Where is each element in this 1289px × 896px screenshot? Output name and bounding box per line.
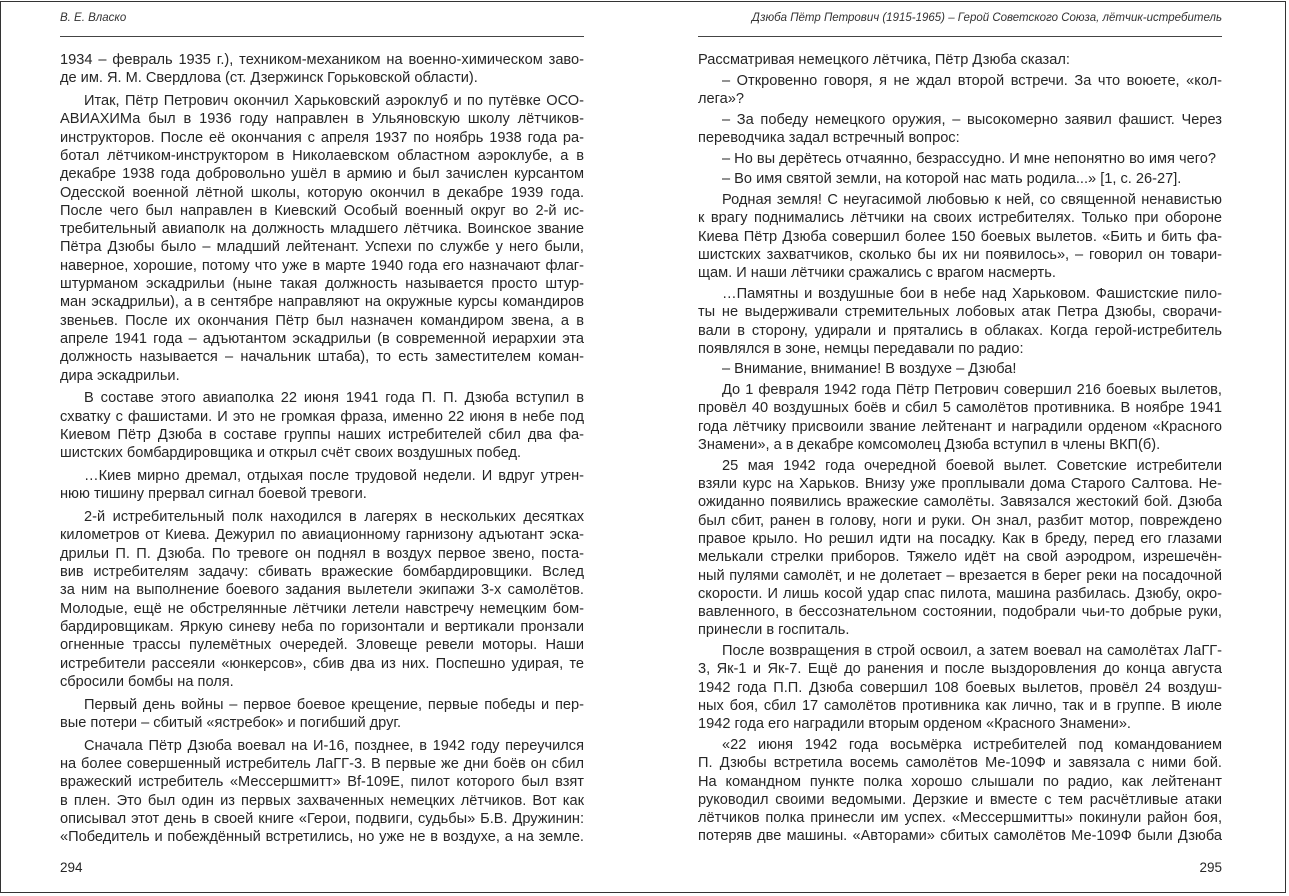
text-line-content: Киева Пётр Дзюба совершил более 150 боевых вылетов. «Бить и бить фа-: [698, 228, 1222, 245]
text-line-content: – За победу немецкого оружия, – высокомерно заявил фашист. Через: [722, 111, 1222, 128]
text-line: [698, 585, 1222, 603]
text-line-content: ты не выдерживали стремительных лобовых атак Петра Дзюбы, сворачи-: [698, 304, 1222, 321]
paragraph: [698, 111, 1222, 148]
text-line: [60, 828, 584, 846]
text-line: [698, 754, 1222, 772]
text-line: [60, 526, 584, 544]
paragraph: [698, 736, 1222, 846]
text-line-content: 1942 года П.П. Дзюба совершил 108 боевых вылетов, провёл 24 воздуш-: [698, 679, 1222, 696]
paragraph: [698, 642, 1222, 733]
text-line-content: На командном пункте полка хорошо слышали по радио, как лейтенант: [698, 773, 1222, 790]
text-line: [698, 697, 1222, 715]
text-line: [698, 399, 1222, 417]
text-line-content: декабре 1938 года добровольно ушёл в армию и был зачислен курсантом: [60, 166, 584, 183]
text-line-content: ман эскадрильи), а в сентябре направляют на окружные курсы командиров: [60, 294, 584, 311]
page-body: [60, 51, 584, 846]
text-line: [60, 508, 584, 526]
text-line: [60, 467, 584, 485]
text-line: [698, 381, 1222, 399]
text-line: [698, 436, 1222, 454]
text-line-content: нюю тишину прервал сигнал боевой тревоги.: [60, 486, 367, 503]
text-line-content: правое крыло. Но решил идти на посадку. Как в бреду, перед его глазами: [698, 530, 1222, 547]
text-line-content: штурманом эскадрильи (ныне такая должность называется просто штур-: [60, 276, 584, 293]
text-line-content: мелькали стрелки приборов. Тяжело идёт на свой аэродром, изрешечён-: [698, 549, 1222, 566]
text-line: [60, 110, 584, 128]
paragraph: [698, 285, 1222, 358]
text-line: [60, 792, 584, 810]
text-line-content: ботал лётчиком-инструктором в Николаевском областном аэроклубе, а в: [60, 147, 584, 164]
text-line: [60, 696, 584, 714]
text-line: [60, 636, 584, 654]
text-line-content: 25 мая 1942 года очередной боевой вылет. Советские истребители: [722, 457, 1222, 474]
text-line-content: До 1 февраля 1942 года Пётр Петрович совершил 216 боевых вылетов,: [722, 382, 1222, 399]
text-line: [60, 293, 584, 311]
text-line: [60, 600, 584, 618]
text-line-content: километров от Киева. Дежурил по авиационному гарнизону адъютант эска-: [60, 527, 584, 544]
text-line-content: на более совершенный истребитель ЛаГГ-3. В первые же дни боёв он сбил: [60, 755, 584, 772]
paragraph: [60, 51, 584, 88]
text-line: [698, 228, 1222, 246]
text-line-content: наверное, хорошие, потому что уже в марте 1940 года его назначают флаг-: [60, 257, 584, 274]
text-line: [698, 170, 1222, 188]
text-line-content: к врагу поднимались лётчики на своих истребителях. Только при обороне: [698, 210, 1222, 227]
text-line: [698, 360, 1222, 378]
text-line-content: переводчика задал встречный вопрос:: [698, 129, 960, 146]
text-line: [698, 475, 1222, 493]
text-line-content: руководил своими ведомыми. Дерзкие и вместе с тем расчётливые атаки: [698, 791, 1222, 808]
text-line: [698, 129, 1222, 147]
text-line: [698, 72, 1222, 90]
text-line: [698, 603, 1222, 621]
text-line-content: ных боя, сбил 17 самолётов противника как лично, так и в группе. В июле: [698, 698, 1222, 714]
text-line: [60, 737, 584, 755]
header-rule: [698, 36, 1222, 37]
text-line: [60, 92, 584, 110]
running-head-author: В. Е. Власко: [60, 12, 127, 24]
text-line: [60, 485, 584, 503]
text-line: [698, 773, 1222, 791]
text-line-content: – Откровенно говоря, я не ждал второй встречи. За что воюете, «кол-: [722, 72, 1222, 89]
text-line-content: должность называется – начальник штаба), то есть заместителем коман-: [60, 349, 584, 366]
text-line-content: 3, Як-1 и Як-7. Ещё до ранения и после выздоровления до конца августа: [698, 661, 1222, 678]
text-line: [698, 715, 1222, 733]
paragraph: [698, 360, 1222, 378]
text-line-content: …Киев мирно дремал, отдыхая после трудовой недели. И вдруг утрен-: [84, 468, 584, 485]
text-line-content: требительный авиаполк на должность младшего лётчика. Воинское звание: [60, 221, 584, 238]
paragraph: [698, 150, 1222, 168]
text-line: [698, 340, 1222, 358]
text-line-content: в плен. Это был один из первых захваченных немецких лётчиков. Вот как: [60, 792, 584, 809]
text-line: [60, 444, 584, 462]
text-line: [60, 257, 584, 275]
paragraph: [60, 467, 584, 504]
text-line-content: сбросили бомбы на поля.: [60, 673, 234, 690]
text-line-content: появлялся в зоне, немцы передавали по радио:: [698, 340, 1024, 357]
text-line-content: Пётра Дзюбы было – младший лейтенант. Успехи по службе у него были,: [60, 239, 584, 256]
text-line-content: года лётчику присвоили звание лейтенант и наградили орденом «Красного: [698, 418, 1222, 435]
text-line: [698, 567, 1222, 585]
text-line: [60, 563, 584, 581]
text-line-content: Рассматривая немецкого лётчика, Пётр Дзюба сказал:: [698, 52, 1070, 68]
paragraph: [698, 170, 1222, 188]
text-line-content: вали в сторону, удирали и прятались в облаках. Когда герой-истребитель: [698, 322, 1222, 339]
text-line-content: «Победитель и побеждённый встретились, но уже не в воздухе, а на земле.: [60, 829, 584, 846]
text-line: [60, 275, 584, 293]
text-line-content: потеряв две машины. «Авторами» сбитых самолётов Ме-109Ф были Дзюба: [698, 828, 1222, 845]
text-line-content: 1942 года его наградили вторым орденом «Красного Знамени».: [698, 716, 1131, 733]
text-line: [698, 457, 1222, 475]
text-line-content: инструкторов. После её окончания с апреля 1937 по ноябрь 1938 года ра-: [60, 129, 584, 146]
text-line: [698, 621, 1222, 639]
text-line-content: ный пулями самолёт, и не долетает – врезается в берег реки на посадочной: [698, 567, 1222, 584]
text-line-content: бардировщикам. Яркую синеву неба по горизонтали и вертикали пронзали: [60, 618, 584, 635]
text-line: [60, 545, 584, 563]
text-line-content: схватку с фашистами. И это не громкая фраза, именно 22 июня в небе под: [60, 408, 584, 425]
text-line: [60, 330, 584, 348]
text-line-content: вавленного, в бессознательном состоянии, подобрали чьи-то добрые руки,: [698, 604, 1222, 621]
text-line-content: – Во имя святой земли, на которой нас мать родила...» [1, с. 26-27].: [722, 171, 1182, 188]
text-line-content: дрильи П. П. Дзюба. По тревоге он поднял в воздух первое звено, поста-: [60, 545, 584, 562]
text-line-content: Итак, Пётр Петрович окончил Харьковский аэроклуб и по путёвке ОСО-: [84, 93, 584, 110]
text-line-content: провёл 40 воздушных боёв и сбил 5 самолётов противника. В ноябре 1941: [698, 400, 1222, 417]
text-line-content: В составе этого авиаполка 22 июня 1941 года П. П. Дзюба вступил в: [84, 390, 584, 407]
text-line: [60, 714, 584, 732]
text-line: [698, 660, 1222, 678]
text-line: [60, 389, 584, 407]
text-line-content: вив истребителям задачу: сбивать вражеские бомбардировщики. Вслед: [60, 564, 584, 581]
left-page: [60, 0, 584, 896]
text-line: [698, 418, 1222, 436]
text-line-content: Сначала Пётр Дзюба воевал на И-16, позднее, в 1942 году переучился: [84, 737, 584, 754]
text-line: [60, 367, 584, 385]
text-line: [698, 51, 1222, 69]
text-line: [60, 755, 584, 773]
text-line-content: взяли курс на Харьков. Внизу уже проплывали дома Старого Салтова. Не-: [698, 476, 1222, 493]
text-line-content: 1934 – февраль 1935 г.), техником-механиком на военно-химическом заво-: [60, 52, 584, 68]
text-line: [60, 655, 584, 673]
text-line: [60, 312, 584, 330]
text-line: [698, 246, 1222, 264]
text-line-content: вые потери – сбитый «ястребок» и погибший друг.: [60, 714, 402, 731]
text-line-content: описывал этот день в своей книге «Герои, подвиги, судьбы» Б.В. Дружинин:: [60, 810, 584, 827]
text-line: [698, 791, 1222, 809]
paragraph: [60, 389, 584, 462]
text-line-content: …Памятны и воздушные бои в небе над Харьковом. Фашистские пило-: [722, 285, 1222, 302]
text-line: [698, 285, 1222, 303]
text-line: [60, 202, 584, 220]
paragraph: [60, 508, 584, 691]
text-line: [60, 238, 584, 256]
text-line-content: звеньев. После их окончания Пётр был назначен командиром звена, а в: [60, 312, 584, 329]
text-line: [698, 679, 1222, 697]
text-line-content: ожиданно появились вражеские самолёты. Завязался жестокий бой. Дзюба: [698, 494, 1222, 511]
text-line-content: за ним на выполнение боевого задания вылетели экипажи 3-х самолётов.: [60, 582, 584, 599]
text-line: [60, 773, 584, 791]
text-line-content: шистских захватчиков, сколько бы их ни появилось», – говорил он товари-: [698, 246, 1222, 263]
page-body: [698, 51, 1222, 846]
text-line-content: шистских бомбардировщика и открыл счёт своих воздушных побед.: [60, 445, 522, 462]
text-line: [698, 736, 1222, 754]
text-line-content: лега»?: [698, 90, 744, 107]
text-line-content: После чего был направлен в Киевский Особый военный округ во 2-й ис-: [60, 202, 584, 219]
text-line: [698, 150, 1222, 168]
text-line-content: был сбит, ранен в голову, ноги и руки. Он знал, разбит мотор, повреждено: [698, 512, 1222, 529]
text-line-content: – Но вы дерётесь отчаянно, безрассудно. И мне непонятно во имя чего?: [722, 150, 1216, 167]
paragraph: [698, 457, 1222, 640]
text-line-content: огненные трассы пулемётных очередей. Зловеще ревели моторы. Наши: [60, 637, 584, 654]
paragraph: [698, 191, 1222, 282]
paragraph: [60, 696, 584, 733]
text-line: [60, 673, 584, 691]
text-line: [60, 129, 584, 147]
text-line: [60, 165, 584, 183]
text-line: [60, 51, 584, 69]
text-line-content: принесли в госпиталь.: [698, 622, 850, 639]
text-line: [60, 220, 584, 238]
text-line: [60, 618, 584, 636]
text-line: [698, 111, 1222, 129]
text-line: [698, 322, 1222, 340]
text-line: [60, 426, 584, 444]
text-line: [60, 581, 584, 599]
paragraph: [60, 92, 584, 385]
text-line-content: Первый день войны – первое боевое крещение, первые победы и пер-: [84, 696, 584, 713]
text-line-content: апреле 1941 года – адъютантом эскадрильи (в современной иерархии эта: [60, 330, 584, 347]
text-line-content: «22 июня 1942 года восьмёрка истребителей под командованием: [722, 736, 1222, 753]
page-number: 294: [60, 860, 83, 875]
header-rule: [60, 36, 584, 37]
text-line: [698, 264, 1222, 282]
text-line: [60, 69, 584, 87]
text-line-content: лётчиков полка принесли им успех. «Мессершмитты» покинули район боя,: [698, 810, 1222, 827]
text-line-content: де им. Я. М. Свердлова (ст. Дзержинск Горьковской области).: [60, 70, 478, 87]
paragraph: [698, 72, 1222, 109]
text-line: [60, 348, 584, 366]
text-line: [698, 493, 1222, 511]
text-line-content: истребители рассеяли «юнкерсов», сбив два из них. Поспешно удирая, те: [60, 655, 584, 672]
text-line-content: П. Дзюбы встретила восемь самолётов Ме-109Ф и завязала с ними бой.: [698, 755, 1222, 772]
text-line-content: Одесской военной лётной школы, которую окончил в декабре 1939 года.: [60, 184, 584, 201]
text-line: [698, 191, 1222, 209]
text-line-content: щам. И наши лётчики сражались с врагом насмерть.: [698, 265, 1056, 282]
text-line: [698, 642, 1222, 660]
paragraph: [60, 737, 584, 847]
text-line-content: Знамени», а в декабре комсомолец Дзюба вступил в члены ВКП(б).: [698, 437, 1161, 454]
paragraph: [698, 51, 1222, 69]
text-line-content: дира эскадрильи.: [60, 367, 180, 384]
text-line-content: – Внимание, внимание! В воздухе – Дзюба!: [722, 361, 1017, 378]
text-line: [60, 810, 584, 828]
text-line-content: АВИАХИМа был в 1936 году направлен в Ульяновскую школу лётчиков-: [60, 111, 584, 128]
text-line: [698, 548, 1222, 566]
text-line-content: Родная земля! С неугасимой любовью к ней, со священной ненавистью: [722, 192, 1222, 209]
text-line: [698, 512, 1222, 530]
text-line: [60, 408, 584, 426]
text-line-content: Молодые, ещё не обстрелянные лётчики летели навстречу немецким бом-: [60, 600, 584, 617]
text-line-content: После возвращения в строй освоил, а затем воевал на самолётах ЛаГГ-: [722, 643, 1222, 660]
text-line: [60, 184, 584, 202]
text-line-content: вражеский истребитель «Мессершмитт» Bf-109E, пилот которого был взят: [60, 774, 584, 791]
paragraph: [698, 381, 1222, 454]
text-line: [60, 147, 584, 165]
running-head-title: Дзюба Пётр Петрович (1915-1965) – Герой Советского Союза, лётчик-истребитель: [751, 12, 1222, 24]
right-page: [698, 0, 1222, 896]
page-number: 295: [1199, 860, 1222, 875]
text-line-content: 2-й истребительный полк находился в лагерях в нескольких десятках: [84, 509, 584, 526]
text-line: [698, 90, 1222, 108]
text-line: [698, 530, 1222, 548]
text-line-content: скорости. И лишь косой удар спас пилота, машина разбилась. Дзюбу, окро-: [698, 585, 1222, 602]
text-line: [698, 303, 1222, 321]
text-line: [698, 809, 1222, 827]
text-line: [698, 827, 1222, 845]
text-line-content: Киевом Пётр Дзюба в составе группы наших истребителей сбил два фа-: [60, 426, 584, 443]
text-line: [698, 209, 1222, 227]
